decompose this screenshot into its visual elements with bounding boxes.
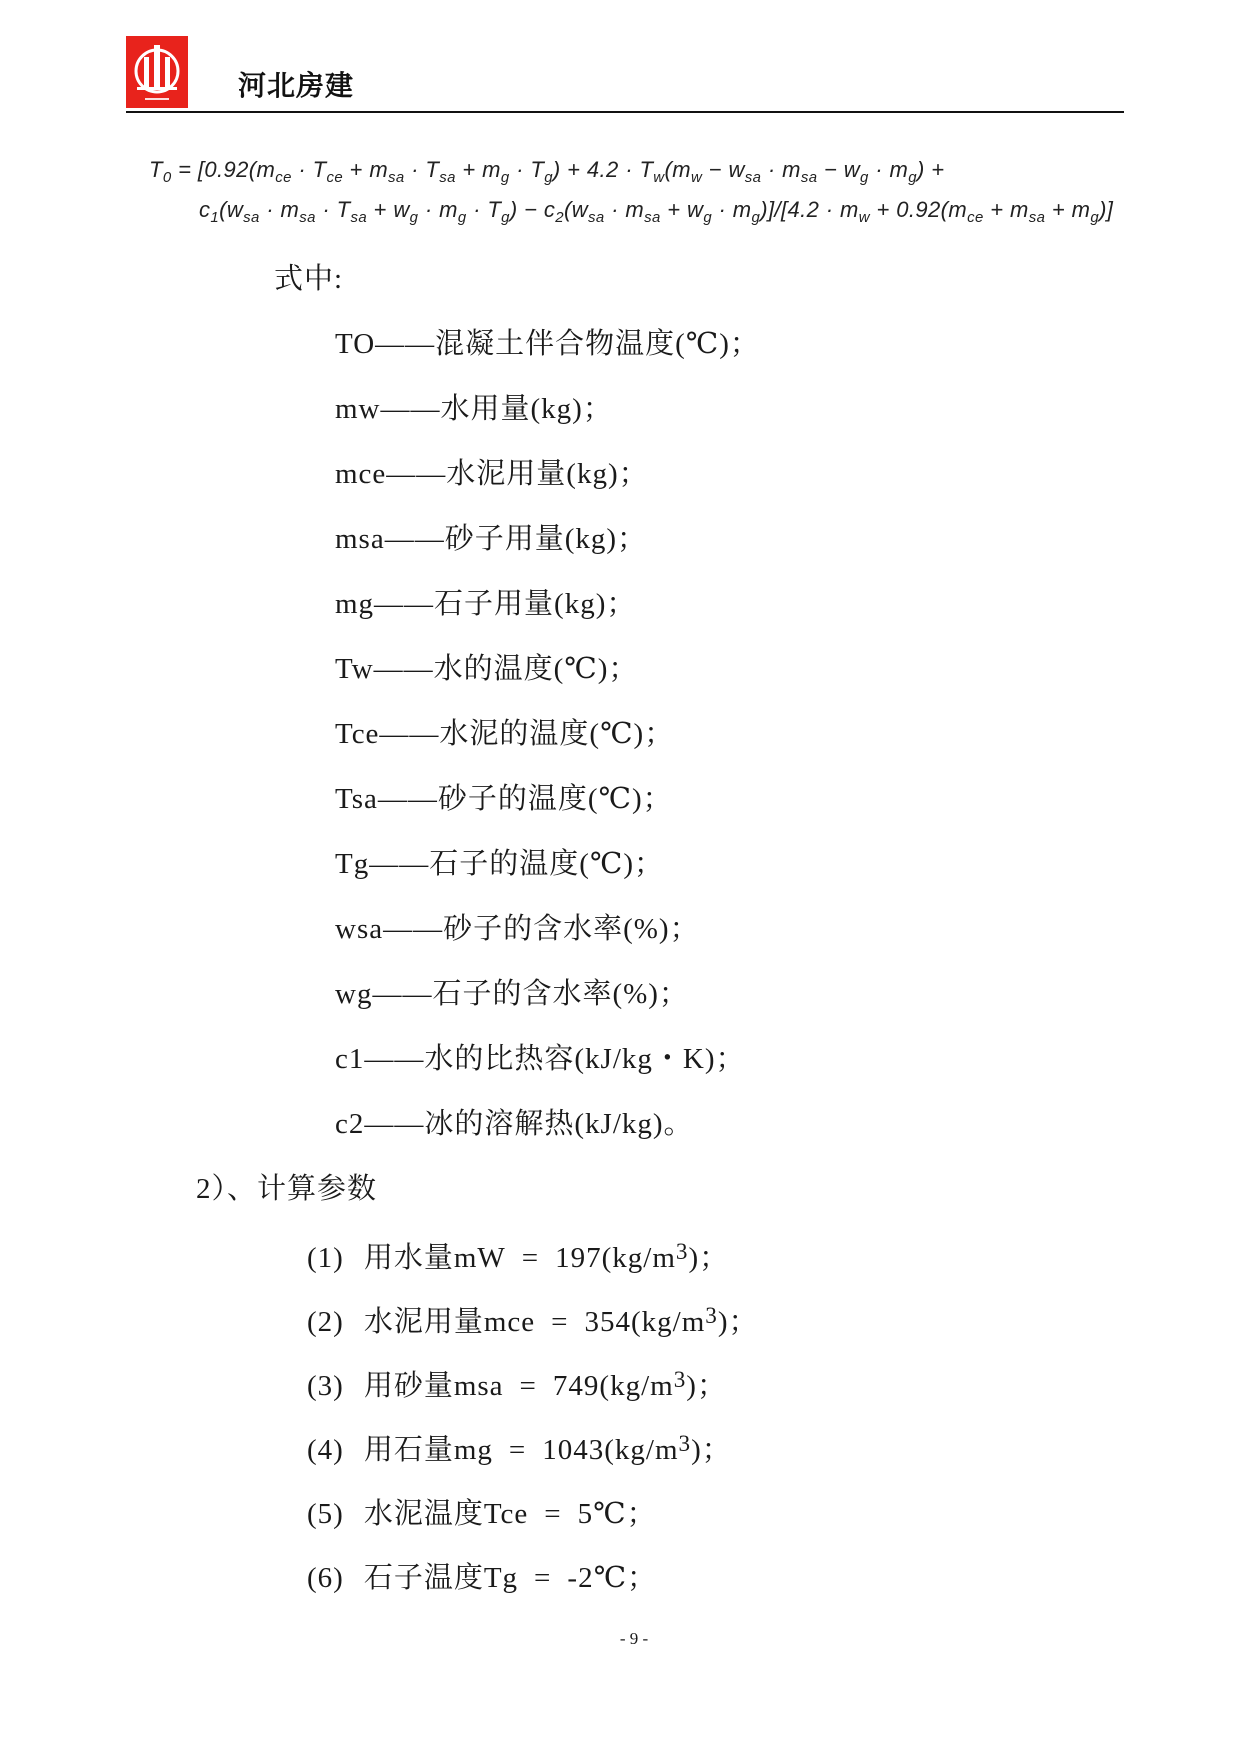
- parameter-name: 水泥用量mce: [363, 1306, 536, 1338]
- section-heading: 2）、计算参数: [196, 1173, 378, 1205]
- definition-item: TO——混凝土伴合物温度(℃)；: [335, 328, 760, 360]
- formula-operator: ) −: [509, 197, 544, 222]
- formula-operator: )]: [1099, 197, 1114, 222]
- formula-operator: ) + 4.2 ·: [552, 157, 640, 182]
- formula-variable: m: [482, 157, 501, 182]
- formula-operator: + 0.92(: [869, 197, 949, 222]
- formula-subscript: g: [860, 168, 869, 186]
- parameter-tail: )；: [688, 1242, 730, 1274]
- unit-exponent: 3: [673, 1366, 687, 1393]
- formula-operator: = [0.92(: [171, 157, 257, 182]
- equals-sign: =: [544, 1498, 562, 1530]
- formula-subscript: 1: [210, 208, 220, 226]
- logo-tower-center: [154, 45, 160, 87]
- formula-operator: ·: [404, 157, 426, 182]
- formula-subscript: ce: [275, 168, 292, 186]
- equals-sign: =: [521, 1242, 540, 1274]
- formula-operator: +: [455, 157, 483, 182]
- formula-subscript: sa: [588, 208, 605, 226]
- parameter-value: 354(kg/m: [584, 1306, 706, 1338]
- equals-sign: =: [551, 1306, 569, 1338]
- formula-subscript: ce: [326, 168, 344, 186]
- formula-variable: T: [530, 157, 545, 182]
- definition-item: Tg——石子的温度(℃)；: [335, 848, 664, 880]
- formula-variable: m: [948, 197, 968, 222]
- parameter-index: (1): [307, 1242, 344, 1274]
- formula-operator: +: [983, 197, 1011, 222]
- parameter-value: 1043(kg/m: [542, 1434, 679, 1466]
- parameter-list: [307, 1226, 759, 1610]
- formula-operator: ·: [315, 197, 337, 222]
- parameter-index: (6): [307, 1562, 344, 1594]
- formula-subscript: g: [908, 168, 917, 186]
- formula-variable: T: [149, 157, 163, 182]
- formula-variable: T: [487, 197, 502, 222]
- definition-item: mce——水泥用量(kg)；: [335, 458, 649, 490]
- definition-item: mg——石子用量(kg)；: [335, 588, 637, 620]
- formula-operator: ·: [259, 197, 281, 222]
- formula-subscript: g: [457, 208, 467, 226]
- formula-variable: m: [1071, 197, 1091, 222]
- definition-item: msa——砂子用量(kg)；: [335, 523, 648, 555]
- formula-subscript: sa: [1028, 208, 1046, 226]
- formula-operator: ·: [712, 197, 733, 222]
- formula-variable: m: [889, 157, 909, 182]
- parameter-tail: )；: [717, 1306, 759, 1338]
- formula-variable: m: [256, 157, 276, 182]
- formula-operator: ·: [761, 157, 783, 182]
- formula-operator: ·: [868, 157, 890, 182]
- formula-variable: m: [840, 197, 859, 222]
- definition-item: c2——冰的溶解热(kJ/kg)。: [335, 1108, 694, 1140]
- formula-variable: w: [843, 157, 861, 182]
- formula-operator: ·: [291, 157, 313, 182]
- definition-item: Tsa——砂子的温度(℃)；: [335, 783, 673, 815]
- parameter-item: [307, 1290, 759, 1354]
- formula-subscript: sa: [243, 208, 260, 226]
- formula-subscript: sa: [299, 208, 316, 226]
- definition-item: wg——石子的含水率(%)；: [335, 978, 689, 1010]
- equals-sign: =: [519, 1370, 537, 1402]
- formula-operator: ·: [604, 197, 626, 222]
- logo-base: [137, 87, 177, 90]
- parameter-index: (3): [307, 1370, 344, 1402]
- formula-variable: m: [1010, 197, 1029, 222]
- definition-item: wsa——砂子的含水率(%)；: [335, 913, 700, 945]
- parameter-item: [307, 1546, 759, 1610]
- formula-operator: (: [219, 197, 227, 222]
- formula-subscript: g: [1090, 208, 1100, 226]
- formula-subscript: g: [544, 168, 553, 186]
- logo-tower-left: [144, 57, 149, 87]
- parameter-tail: )；: [691, 1434, 732, 1466]
- parameter-name: 石子温度Tg: [363, 1562, 519, 1594]
- formula-subscript: g: [703, 208, 713, 226]
- formula-operator: +: [1045, 197, 1072, 222]
- equals-sign: =: [508, 1434, 527, 1466]
- parameter-item: [307, 1418, 759, 1482]
- parameter-value: -2℃；: [567, 1562, 658, 1594]
- parameter-index: (2): [307, 1306, 344, 1338]
- formula-operator: −: [702, 157, 729, 182]
- parameter-name: 水泥温度Tce: [363, 1498, 529, 1530]
- formula-variable: w: [226, 197, 244, 222]
- formula-variable: m: [439, 197, 458, 222]
- formula-subscript: sa: [439, 168, 456, 186]
- definition-list: [335, 312, 760, 1157]
- formula-subscript: sa: [744, 168, 762, 186]
- formula-variable: m: [732, 197, 752, 222]
- formula-subscript: ce: [967, 208, 984, 226]
- parameter-tail: )；: [686, 1370, 727, 1402]
- formula-operator: +: [660, 197, 688, 222]
- formula-operator: +: [367, 197, 394, 222]
- formula-subscript: sa: [350, 208, 368, 226]
- formula-variable: m: [672, 157, 691, 182]
- where-label: 式中:: [274, 263, 344, 295]
- formula-line-2: [199, 196, 1113, 224]
- formula-operator: −: [817, 157, 844, 182]
- formula-variable: w: [571, 197, 589, 222]
- formula-operator: ·: [509, 157, 531, 182]
- parameter-item: [307, 1482, 759, 1546]
- page-number: - 9 -: [619, 1629, 649, 1648]
- parameter-name: 用石量mg: [363, 1434, 493, 1466]
- formula-subscript: w: [858, 208, 870, 226]
- parameter-index: (4): [307, 1434, 344, 1466]
- formula-variable: m: [782, 157, 801, 182]
- formula-subscript: w: [690, 168, 703, 186]
- formula-subscript: g: [409, 208, 419, 226]
- formula-subscript: 0: [162, 168, 172, 186]
- definition-item: Tce——水泥的温度(℃)；: [335, 718, 675, 750]
- unit-exponent: 3: [675, 1238, 689, 1265]
- formula-subscript: 2: [555, 208, 565, 226]
- header-rule: [126, 111, 1124, 113]
- logo-tower-right: [165, 57, 170, 87]
- formula-subscript: sa: [800, 168, 818, 186]
- parameter-item: [307, 1226, 759, 1290]
- formula-subscript: w: [653, 168, 665, 186]
- formula-operator: )]/[4.2 ·: [760, 197, 841, 222]
- formula-subscript: g: [501, 208, 510, 226]
- definition-item: c1——水的比热容(kJ/kg・K)；: [335, 1043, 746, 1075]
- formula-variable: c: [199, 197, 211, 222]
- logo-caption-mark: [145, 98, 169, 100]
- formula-variable: T: [312, 157, 327, 182]
- formula-operator: (: [664, 157, 673, 182]
- unit-exponent: 3: [678, 1430, 692, 1457]
- unit-exponent: 3: [705, 1302, 718, 1329]
- formula-variable: T: [639, 157, 654, 182]
- parameter-name: 用水量mW: [363, 1242, 506, 1274]
- formula-variable: w: [687, 197, 704, 222]
- parameter-name: 用砂量msa: [363, 1370, 504, 1402]
- formula-operator: ·: [466, 197, 488, 222]
- formula-variable: m: [369, 157, 389, 182]
- formula-subscript: sa: [644, 208, 661, 226]
- formula-variable: w: [728, 157, 745, 182]
- company-name: 河北房建: [238, 70, 355, 101]
- equals-sign: =: [534, 1562, 552, 1594]
- formula-operator: ·: [418, 197, 440, 222]
- company-logo-icon: [126, 36, 188, 108]
- formula-line-1: [149, 156, 944, 184]
- definition-item: mw——水用量(kg)；: [335, 393, 613, 425]
- formula-operator: ) +: [916, 157, 945, 182]
- formula-subscript: g: [500, 168, 510, 186]
- formula-variable: w: [393, 197, 410, 222]
- formula-subscript: sa: [388, 168, 405, 186]
- definition-item: Tw——水的温度(℃)；: [335, 653, 639, 685]
- parameter-value: 5℃；: [577, 1498, 657, 1530]
- parameter-value: 197(kg/m: [555, 1242, 676, 1274]
- parameter-index: (5): [307, 1498, 344, 1530]
- parameter-value: 749(kg/m: [552, 1370, 674, 1402]
- formula-variable: T: [336, 197, 351, 222]
- parameter-item: [307, 1354, 759, 1418]
- formula-variable: m: [280, 197, 300, 222]
- formula-subscript: g: [751, 208, 761, 226]
- formula-variable: c: [543, 197, 556, 222]
- formula-operator: (: [564, 197, 572, 222]
- formula-operator: +: [343, 157, 370, 182]
- formula-variable: m: [625, 197, 645, 222]
- logo-graphic: [126, 36, 188, 108]
- formula-variable: T: [425, 157, 440, 182]
